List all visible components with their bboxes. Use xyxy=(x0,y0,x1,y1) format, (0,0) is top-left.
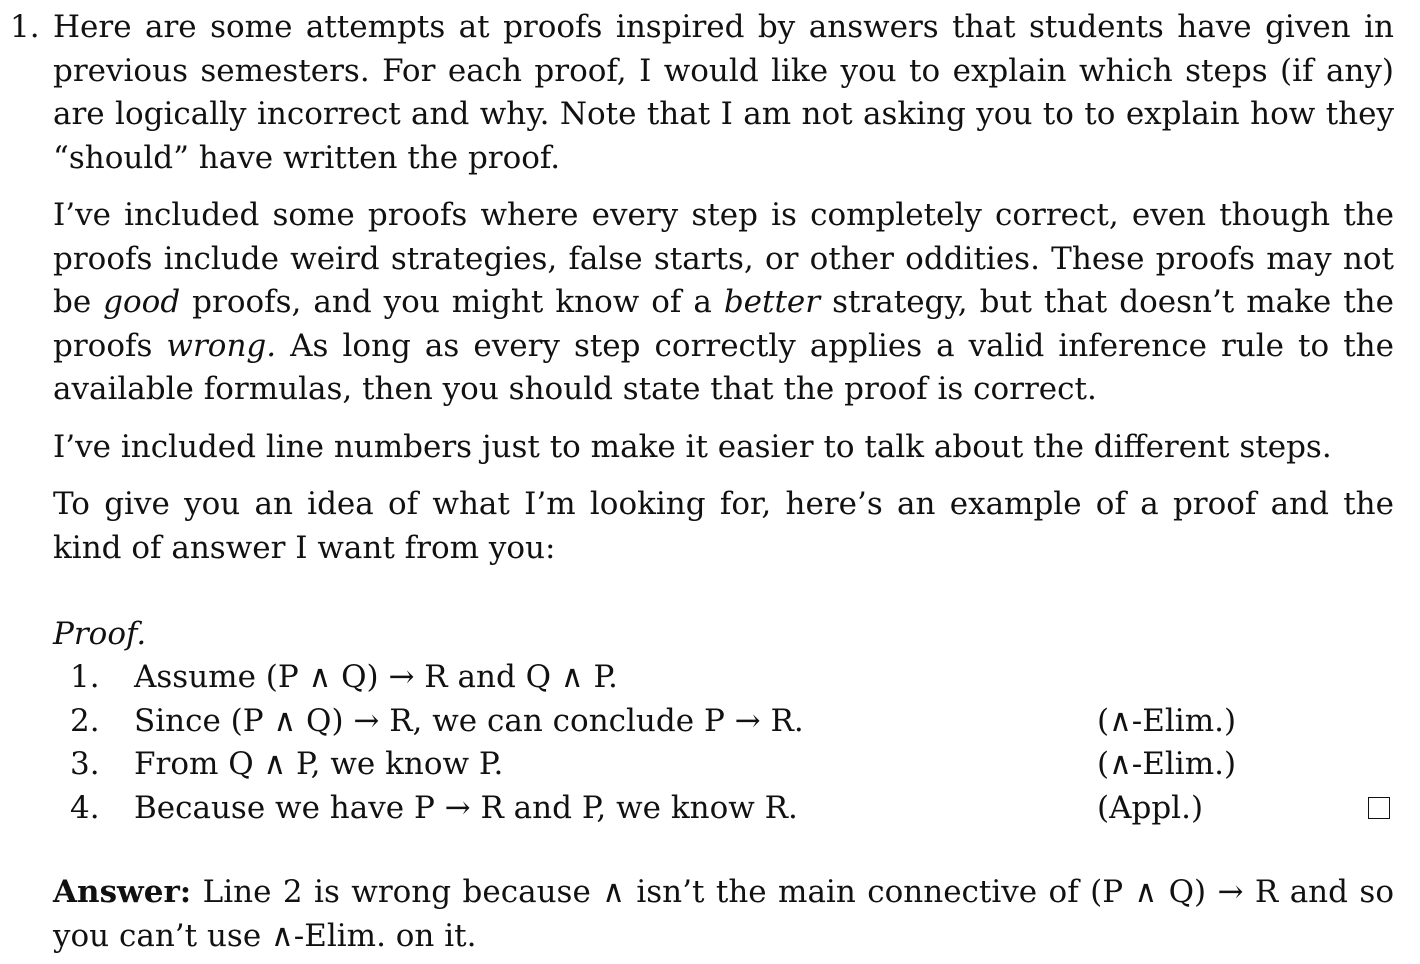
step-number: 4. xyxy=(70,789,100,826)
paragraph-2-part-c: strategy, but that doesn’t make the proofs xyxy=(53,284,1394,364)
emphasis-good: good xyxy=(103,284,181,320)
step-number: 2. xyxy=(70,702,100,739)
proof-step xyxy=(53,700,1394,744)
qed-square-icon xyxy=(1368,797,1390,819)
step-text: Assume (P ∧ Q) → R and Q ∧ P. xyxy=(134,659,618,695)
proof-step xyxy=(53,743,1394,787)
paragraph-2-part-d: As long as every step correctly applies a valid inference rule to the available formulas, then you should state that the proof is correct. xyxy=(53,327,1394,407)
step-text: Since (P ∧ Q) → R, we can conclude P → R. xyxy=(134,702,804,739)
intro-text xyxy=(53,6,1394,570)
proof-step xyxy=(53,656,1394,700)
emphasis-better: better xyxy=(723,284,821,320)
step-rule: (∧-Elim.) xyxy=(1097,746,1237,782)
intro-paragraph-4: To give you an idea of what I’m looking for, here’s an example of a proof and the kind of answer I want from you: xyxy=(53,486,1394,566)
intro-paragraph-2 xyxy=(53,194,1394,412)
intro-paragraph-3: I’ve included line numbers just to make it easier to talk about the different steps. xyxy=(53,428,1332,465)
step-text: From Q ∧ P, we know P. xyxy=(134,746,504,782)
paragraph-2-part-b: proofs, and you might know of a xyxy=(180,284,724,320)
item-number: 1. xyxy=(10,9,40,45)
example-proof xyxy=(53,613,1394,830)
paragraph-2-part-a: I’ve included some proofs where every step is completely correct, even though the proofs include weird strategies, false starts, or other oddities. These proofs may not be xyxy=(53,197,1394,320)
answer-label: Answer: xyxy=(53,874,192,910)
step-number: 1. xyxy=(70,659,100,695)
example-answer xyxy=(53,870,1394,958)
step-rule: (∧-Elim.) xyxy=(1097,702,1237,739)
emphasis-wrong: wrong. xyxy=(166,327,277,364)
proof-step xyxy=(53,787,1394,831)
step-text: Because we have P → R and P, we know R. xyxy=(134,789,798,826)
step-rule: (Appl.) xyxy=(1097,789,1204,826)
answer-text: Line 2 is wrong because ∧ isn’t the main connective of (P ∧ Q) → R and so you can’t use ∧-Elim. on it. xyxy=(53,874,1394,954)
proof-title: Proof. xyxy=(53,616,147,652)
step-number: 3. xyxy=(70,746,100,782)
intro-paragraph-1: Here are some attempts at proofs inspired by answers that students have given in previous semesters. For each proof, I would like you to explain which steps (if any) are logically incorrect and why. Note that I am not asking you to to explain how they “should” have written the proof. xyxy=(53,9,1394,176)
